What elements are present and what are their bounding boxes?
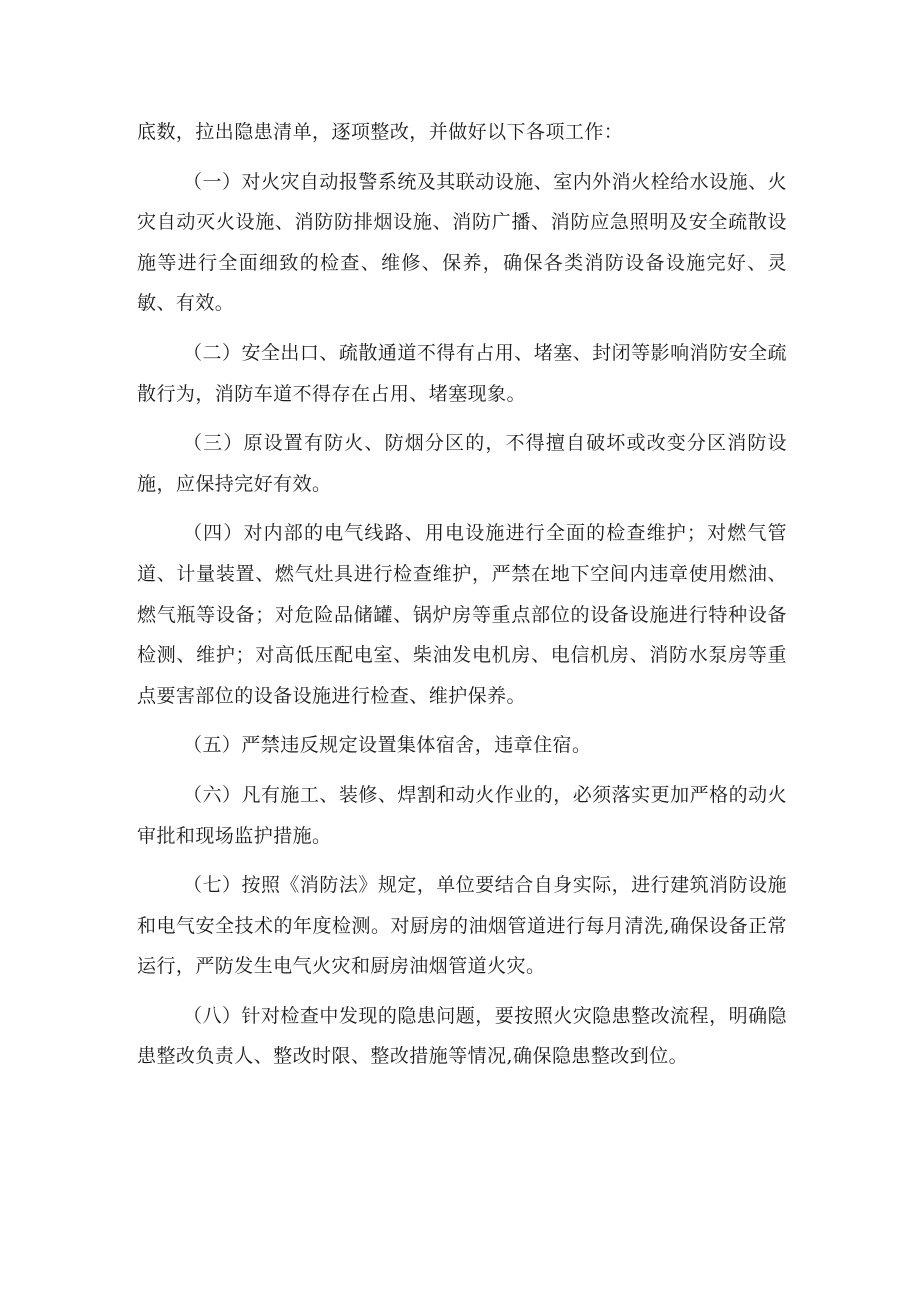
paragraph-item-5: （五）严禁违反规定设置集体宿舍，违章住宿。 (183, 734, 592, 757)
document-body (137, 112, 787, 1086)
paragraph-item-4: （四）对内部的电气线路、用电设施进行全面的检查维护；对燃气管道、计量装置、燃气灶具进行检查维护，严禁在地下空间内违章使用燃油、燃气瓶等设备；对危险品储罐、锅炉房等重点部位的设备设施进行特种设备检测、维护；对高低压配电室、柴油发电机房、电信机房、消防水泵房等重点要害部位的设备设施进行检查、维护保养。 (137, 522, 787, 707)
paragraph-item-8: （八）针对检查中发现的隐患问题，要按照火灾隐患整改流程，明确隐患整改负责人、整改时限、整改措施等情况,确保隐患整改到位。 (137, 1004, 787, 1068)
paragraph-item-6: （六）凡有施工、装修、焊割和动火作业的，必须落实更加严格的动火审批和现场监护措施。 (137, 783, 787, 847)
paragraph-item-3: （三）原设置有防火、防烟分区的，不得擅自破坏或改变分区消防设施，应保持完好有效。 (137, 432, 787, 495)
paragraph-item-7: （七）按照《消防法》规定，单位要结合自身实际，进行建筑消防设施和电气安全技术的年度检测。对厨房的油烟管道进行每月清洗,确保设备正常运行，严防发生电气火灾和厨房油烟管道火灾。 (137, 874, 787, 978)
paragraph-intro: 底数，拉出隐患清单，逐项整改，并做好以下各项工作： (137, 121, 624, 143)
paragraph-item-1: （一）对火灾自动报警系统及其联动设施、室内外消火栓给水设施、火灾自动灭火设施、消防防排烟设施、消防广播、消防应急照明及安全疏散设施等进行全面细致的检查、维修、保养，确保各类消防设备设施完好、灵敏、有效。 (137, 170, 787, 315)
paragraph-item-2: （二）安全出口、疏散通道不得有占用、堵塞、封闭等影响消防安全疏散行为，消防车道不得存在占用、堵塞现象。 (137, 341, 787, 405)
